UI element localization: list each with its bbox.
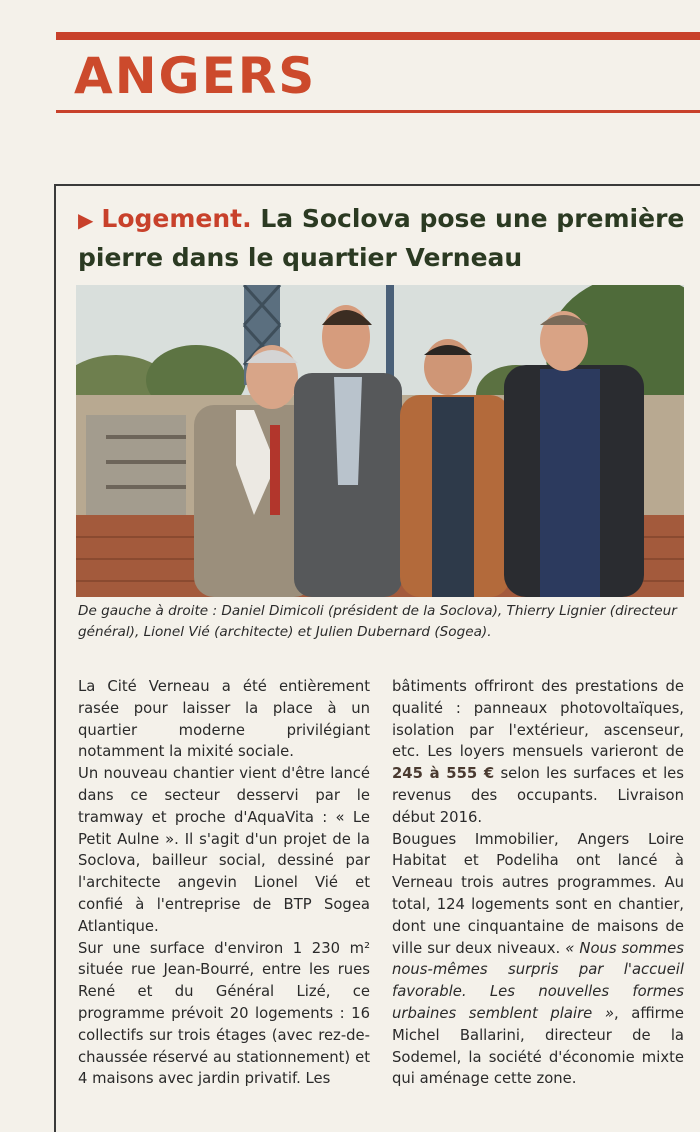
- headline-kicker: Logement.: [101, 204, 252, 233]
- headline-title: La Soclova pose une première pierre dans le quartier Verneau: [78, 204, 685, 272]
- programs-text-end: , affirme Michel Ballarini, directeur de la Sodemel, la société d'économie mixte qui aménage cette zone.: [392, 1004, 684, 1088]
- article-frame-top: [54, 184, 700, 186]
- paragraph-features: [392, 676, 684, 829]
- masthead-bottom-rule: [56, 110, 700, 113]
- masthead-top-rule: [56, 32, 700, 40]
- article-frame-left: [54, 184, 56, 1132]
- paragraph-intro: La Cité Verneau a été entièrement rasée pour laisser la place à un quartier moderne privilégiant notamment la mixité sociale.: [78, 678, 370, 761]
- rent-price-range: 245 à 555 €: [392, 765, 495, 783]
- arrow-icon: ▶: [78, 208, 94, 232]
- programs-text: Bougues Immobilier, Angers Loire Habitat et Podeliha ont lancé à Verneau trois autres programmes. Au total, 124 logements sont en chantier, dont une cinquantaine de maisons de ville sur deux niveaux.: [392, 830, 684, 957]
- article-column-left: [78, 676, 370, 1090]
- paragraph-programs: [392, 829, 684, 1091]
- features-text: bâtiments offriront des prestations de qualité : panneaux photovoltaïques, isolation par l'extérieur, ascenseur, etc. Les loyers mensuels varieront de: [392, 678, 684, 761]
- features-text-end: selon les surfaces et les revenus des occupants. Livraison début 2016.: [392, 765, 684, 826]
- group-photo-image: [76, 285, 684, 597]
- photo-caption: De gauche à droite : Daniel Dimicoli (président de la Soclova), Thierry Lignier (directeur général), Lionel Vié (architecte) et Julien Dubernard (Sogea).: [78, 603, 677, 640]
- article-headline: [78, 200, 688, 276]
- section-masthead: ANGERS: [74, 47, 317, 105]
- group-photo: [76, 285, 684, 597]
- article-column-right: [392, 676, 684, 1090]
- paragraph-surface: Sur une surface d'environ 1 230 m² située rue Jean-Bourré, entre les rues René et du Général Lizé, ce programme prévoit 20 logements : 16 collectifs sur trois étages (avec rez-de-chaussée réservé au stationnement) et 4 maisons avec jardin privatif. Les: [78, 939, 370, 1088]
- ballarini-quote: « Nous sommes nous-mêmes surpris par l'accueil favorable. Les nouvelles formes urbaines semblent plaire »: [392, 939, 684, 1022]
- paragraph-project: Un nouveau chantier vient d'être lancé dans ce secteur desservi par le tramway et proche d'AquaVita : « Le Petit Aulne ». Il s'agit d'un projet de la Soclova, bailleur social, dessiné par l'architecte angevin Lionel Vié et confié à l'entreprise de BTP Sogea Atlantique.: [78, 765, 370, 935]
